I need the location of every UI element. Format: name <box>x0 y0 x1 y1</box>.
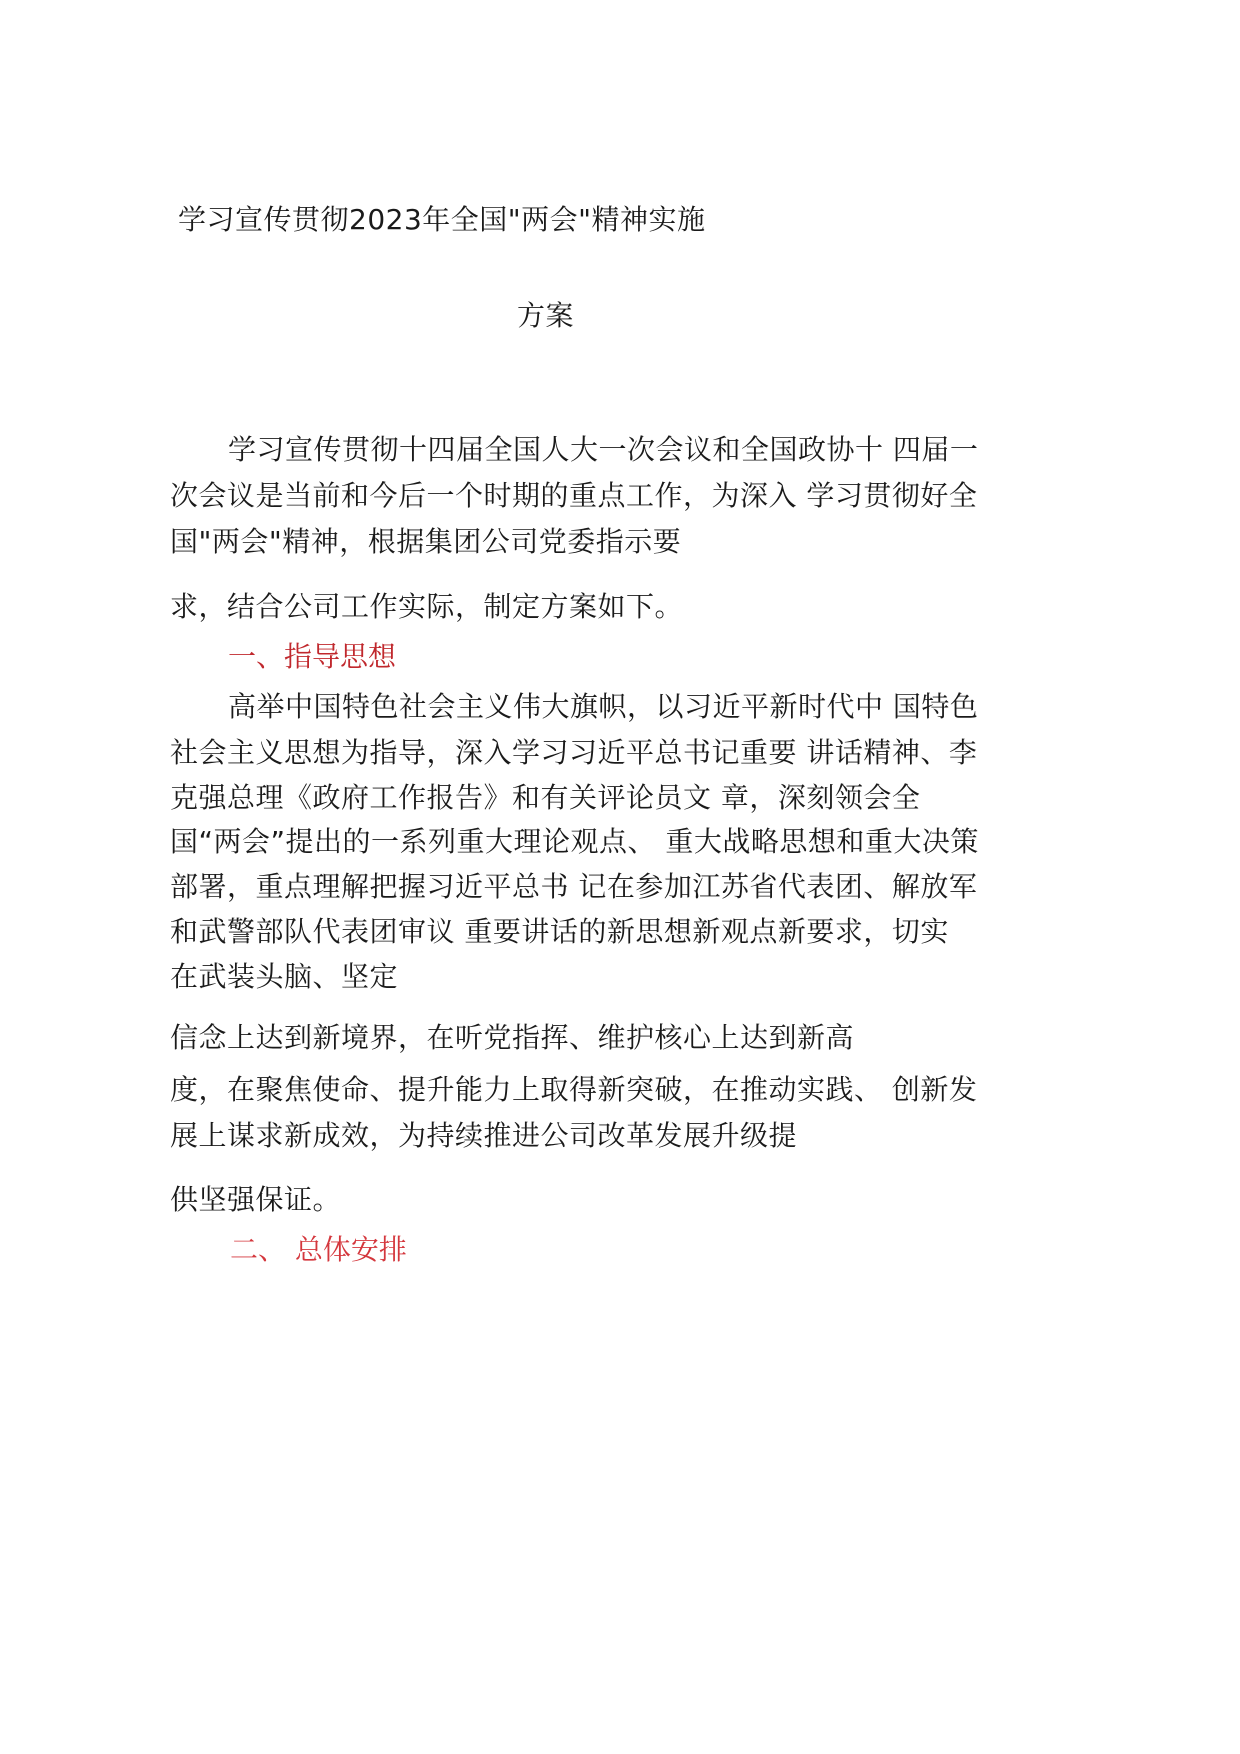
section-heading-overall-arrangement: 二、 总体安排 <box>230 1233 407 1266</box>
section1-line-8: 信念上达到新境界，在听党指挥、维护核心上达到新高 <box>170 1021 855 1054</box>
section1-line-4: 国“两会”提出的一系列重大理论观点、 重大战略思想和重大决策 <box>170 825 979 858</box>
section1-line-10: 展上谋求新成效，为持续推进公司改革发展升级提 <box>170 1119 798 1152</box>
section1-line-1: 高举中国特色社会主义伟大旗帜，以习近平新时代中 国特色 <box>228 690 979 723</box>
intro-line-3: 国"两会"精神，根据集团公司党委指示要 <box>170 525 682 558</box>
section-heading-guiding-ideology: 一、指导思想 <box>228 640 397 673</box>
section1-line-2: 社会主义思想为指导，深入学习习近平总书记重要 讲话精神、李 <box>170 736 978 769</box>
section1-line-7: 在武装头脑、坚定 <box>170 960 399 993</box>
section1-line-9: 度，在聚焦使命、提升能力上取得新突破，在推动实践、 创新发 <box>170 1073 978 1106</box>
intro-line-1: 学习宣传贯彻十四届全国人大一次会议和全国政协十 四届一 <box>228 433 979 466</box>
document-title-continued: 方案 <box>517 299 575 332</box>
document-title: 学习宣传贯彻2023年全国"两会"精神实施 <box>178 203 706 236</box>
section1-line-11: 供坚强保证。 <box>170 1183 342 1216</box>
intro-line-2: 次会议是当前和今后一个时期的重点工作，为深入 学习贯彻好全 <box>170 479 978 512</box>
section1-line-5: 部署，重点理解把握习近平总书 记在参加江苏省代表团、解放军 <box>170 870 978 903</box>
section1-line-3: 克强总理《政府工作报告》和有关评论员文 章，深刻领会全 <box>170 781 921 814</box>
section1-line-6: 和武警部队代表团审议 重要讲话的新思想新观点新要求，切实 <box>170 915 949 948</box>
intro-line-4: 求，结合公司工作实际，制定方案如下。 <box>170 590 684 623</box>
